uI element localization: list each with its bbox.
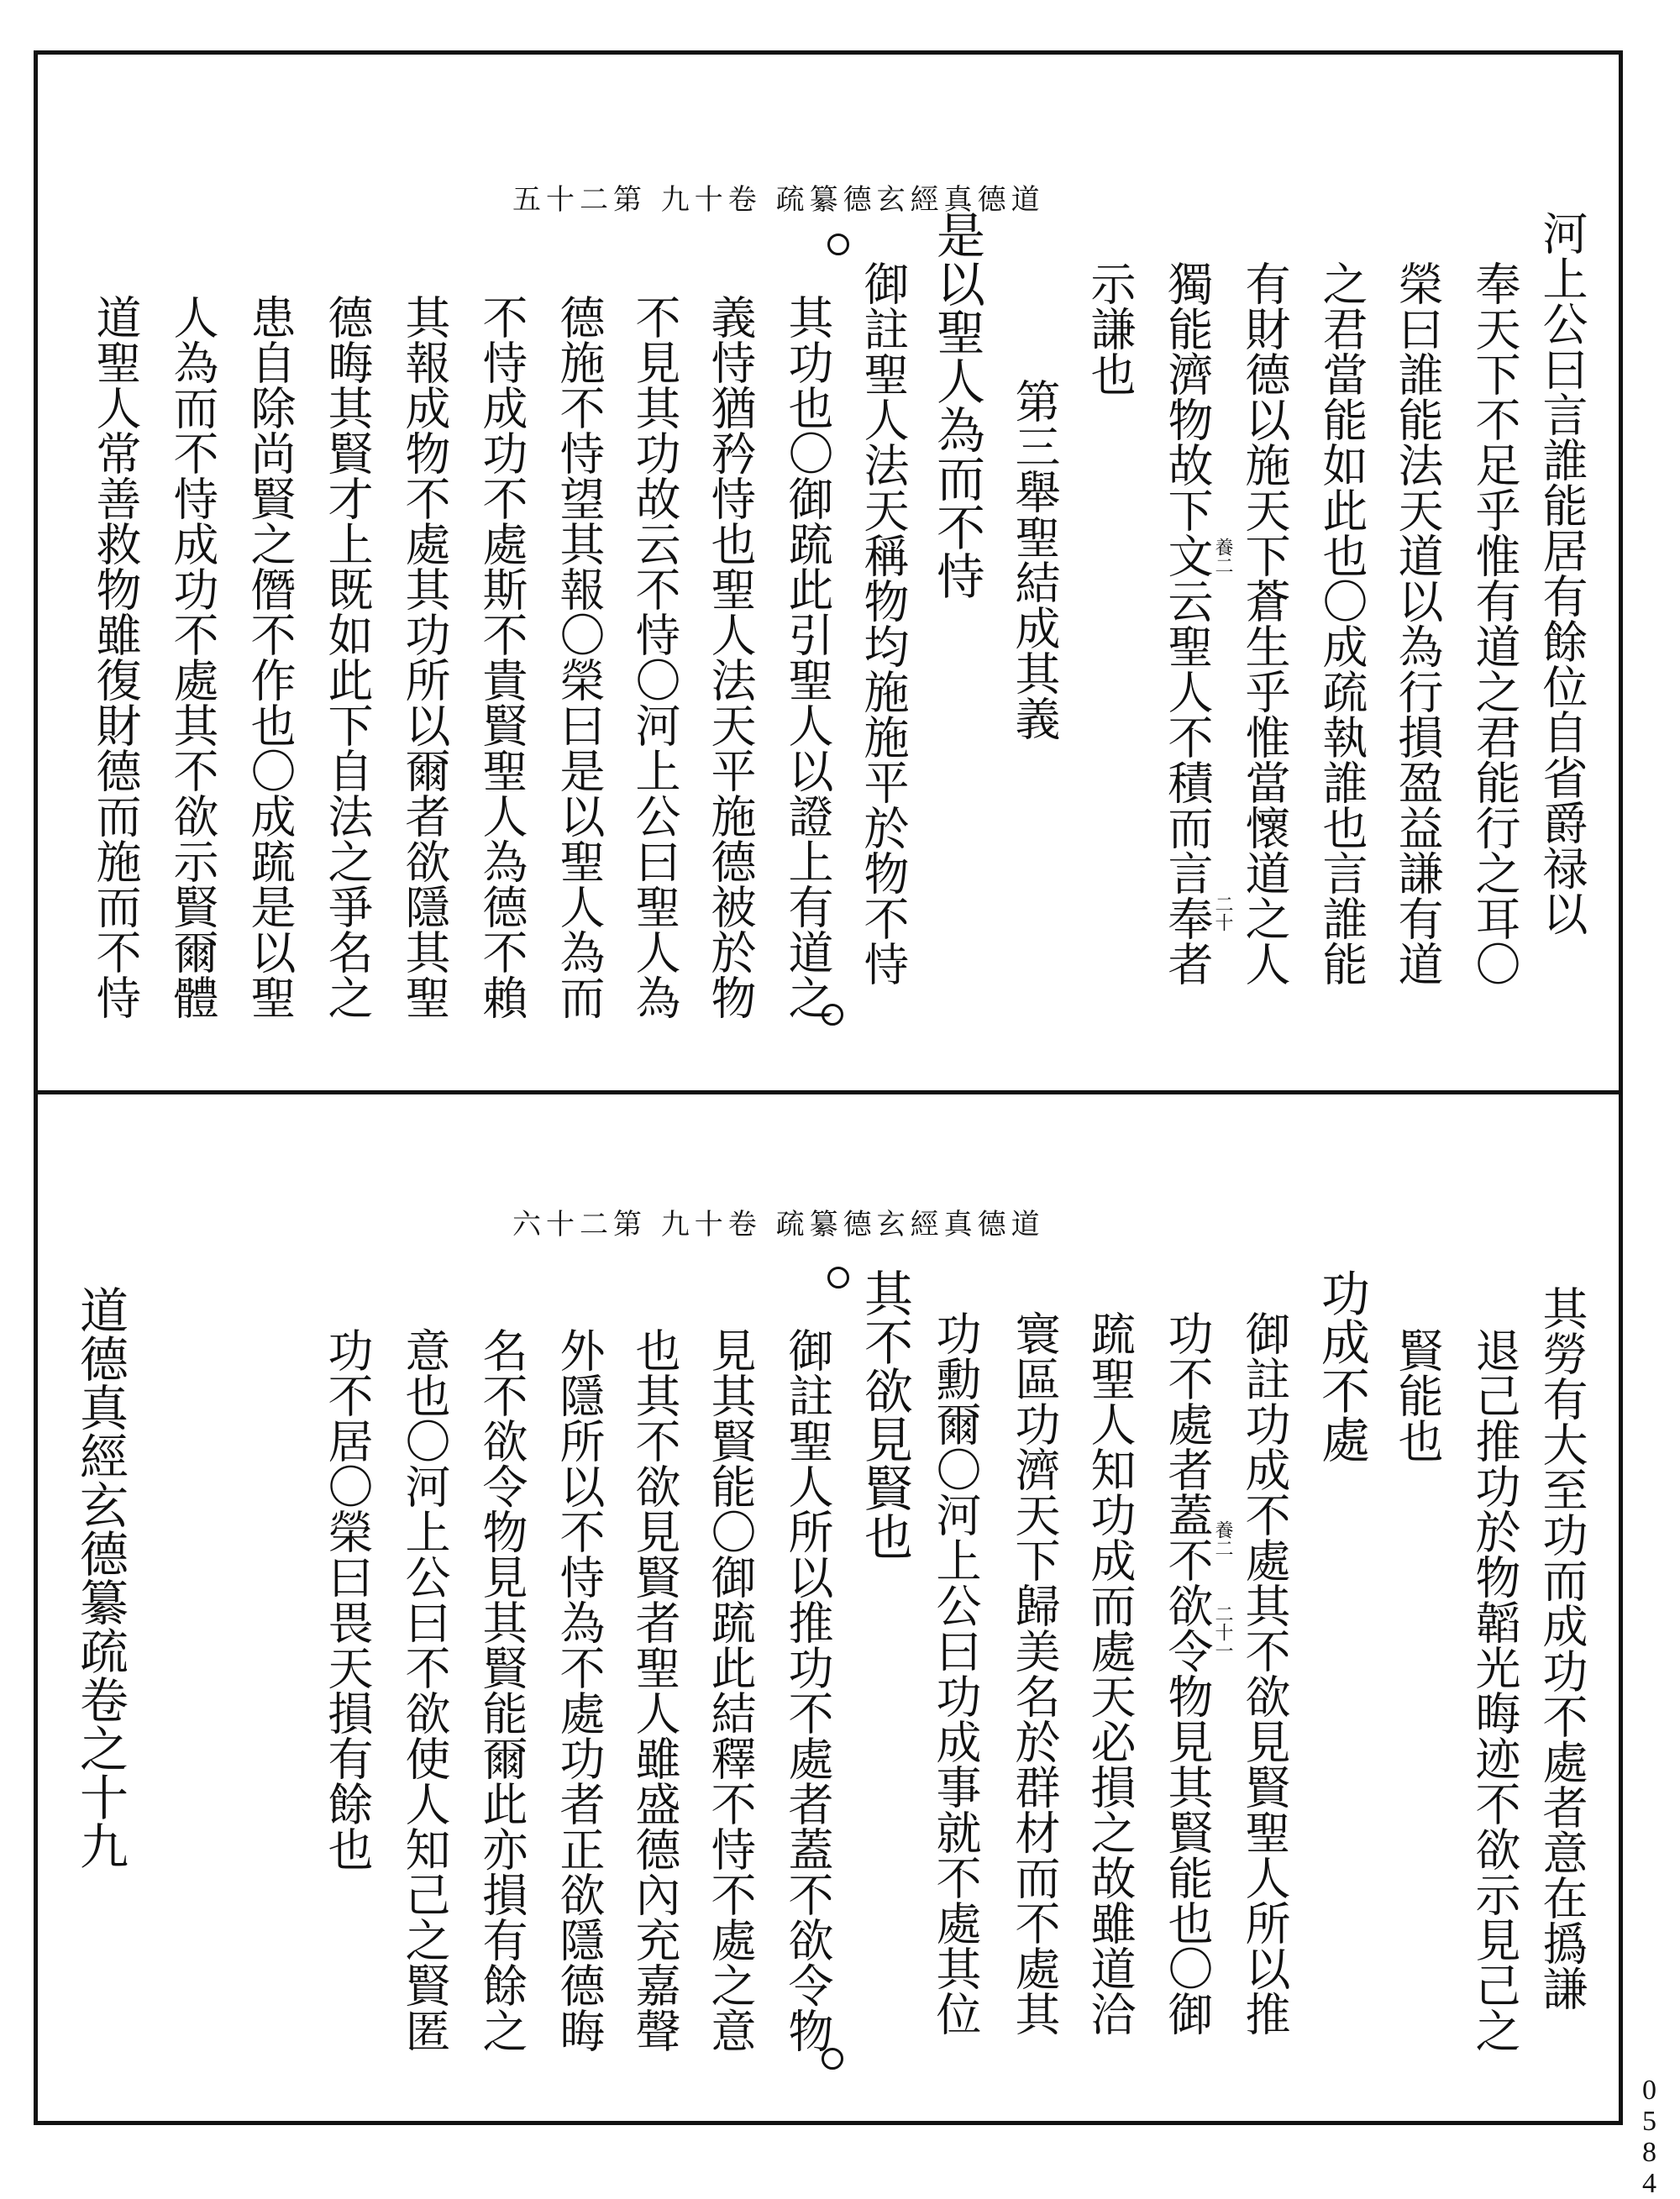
text-column: 示謙也 [1084, 260, 1137, 396]
text-column: 寰區功濟天下歸美名於群材而不處其 [1008, 1310, 1061, 2036]
canon-line: 其不欲見賢也 [856, 1268, 913, 1561]
text-column: 見其賢能〇御䟽此結釋不恃不處之意 [704, 1327, 757, 2053]
text-column: 奉天下不足乎惟有道之君能行之耳〇 [1468, 260, 1521, 986]
text-column: 義恃猶矜恃也聖人法天平施德被於物 [704, 294, 757, 1020]
text-column: 獨能濟物故下文云聖人不積而言奉者 [1161, 260, 1214, 986]
text-column: 其報成物不處其功所以爾者欲隱其聖 [398, 294, 451, 1020]
text-column: 意也〇河上公曰不欲使人知己之賢匿 [398, 1327, 451, 2053]
text-column: 患自除尚賢之僭不作也〇成䟽是以聖 [244, 294, 297, 1020]
text-column: 外隱所以不恃為不處功者正欲隱德晦 [553, 1327, 606, 2053]
canon-line: 是以聖人為而不恃 [928, 210, 985, 600]
text-column: 不恃成功不處斯不貴賢聖人為德不賴 [475, 294, 528, 1020]
section-heading: 第三舉聖結成其義 [1008, 378, 1061, 741]
circle-mark [827, 1267, 849, 1288]
leaf-note: 二十 [1212, 895, 1233, 932]
circle-mark [822, 1004, 843, 1026]
circle-mark [827, 234, 849, 255]
text-column: 不見其功故云不恃〇河上公曰聖人為 [628, 294, 681, 1020]
leaf-note: 養二 [1212, 538, 1233, 575]
text-column: 御註功成不處其不欲見賢聖人所以推 [1238, 1310, 1291, 2036]
text-column: 功勳爾〇河上公曰功成事就不處其位 [929, 1310, 982, 2036]
text-column: 功不居〇榮曰畏天損有餘也 [321, 1327, 374, 1871]
text-column: 人為而不恃成功不處其不欲示賢爾體 [166, 294, 219, 1020]
text-column: 御註聖人所以推功不處者蓋不欲令物 [781, 1327, 834, 2053]
text-column: 德晦其賢才上既如此下自法之爭名之 [321, 294, 374, 1020]
text-column: 道聖人常善救物雖復財德而施而不恃 [89, 294, 142, 1020]
text-column: 河上公曰言誰能居有餘位自省爵禄以 [1536, 210, 1588, 936]
running-head-top: 道德真經玄德纂疏 卷十九 第二十五 [512, 183, 1045, 217]
text-column: 御註聖人法天稱物均施施平於物不恃 [857, 260, 910, 986]
text-column: 功不處者蓋不欲令物見其賢能也〇御 [1161, 1310, 1214, 2036]
text-column: 䟽聖人知功成而處天必損之故雖道洽 [1084, 1310, 1137, 2036]
running-head-bottom: 道德真經玄德纂疏 卷十九 第二十六 [512, 1208, 1045, 1241]
text-column: 榮曰誰能法天道以為行損盈益謙有道 [1391, 260, 1444, 986]
canon-line: 功成不處 [1313, 1268, 1370, 1463]
leaf-note: 養二 [1212, 1520, 1233, 1557]
circle-mark [822, 2048, 843, 2070]
text-column: 賢能也 [1391, 1327, 1444, 1463]
leaf-note: 二十一 [1212, 1604, 1233, 1660]
text-column: 其勞有大至功而成功不處者意在撝謙 [1536, 1285, 1588, 2011]
page-number: 0584 [1634, 2075, 1665, 2199]
text-column: 有財德以施天下蒼生乎惟當懷道之人 [1238, 260, 1291, 986]
text-column: 其功也〇御䟽此引聖人以證上有道之 [781, 294, 834, 1020]
text-column: 也其不欲見賢者聖人雖盛德內充嘉聲 [628, 1327, 681, 2053]
text-column: 名不欲令物見其賢能爾此亦損有餘之 [475, 1327, 528, 2053]
text-column: 之君當能如此也〇成疏執誰也言誰能 [1315, 260, 1368, 986]
page-divider [34, 1090, 1623, 1094]
text-column: 退己推功於物韜光晦迹不欲示見己之 [1468, 1327, 1521, 2053]
text-column: 德施不恃望其報〇榮曰是以聖人為而 [553, 294, 606, 1020]
juan-end-title: 道德真經玄德纂疏卷之十九 [71, 1285, 129, 1870]
